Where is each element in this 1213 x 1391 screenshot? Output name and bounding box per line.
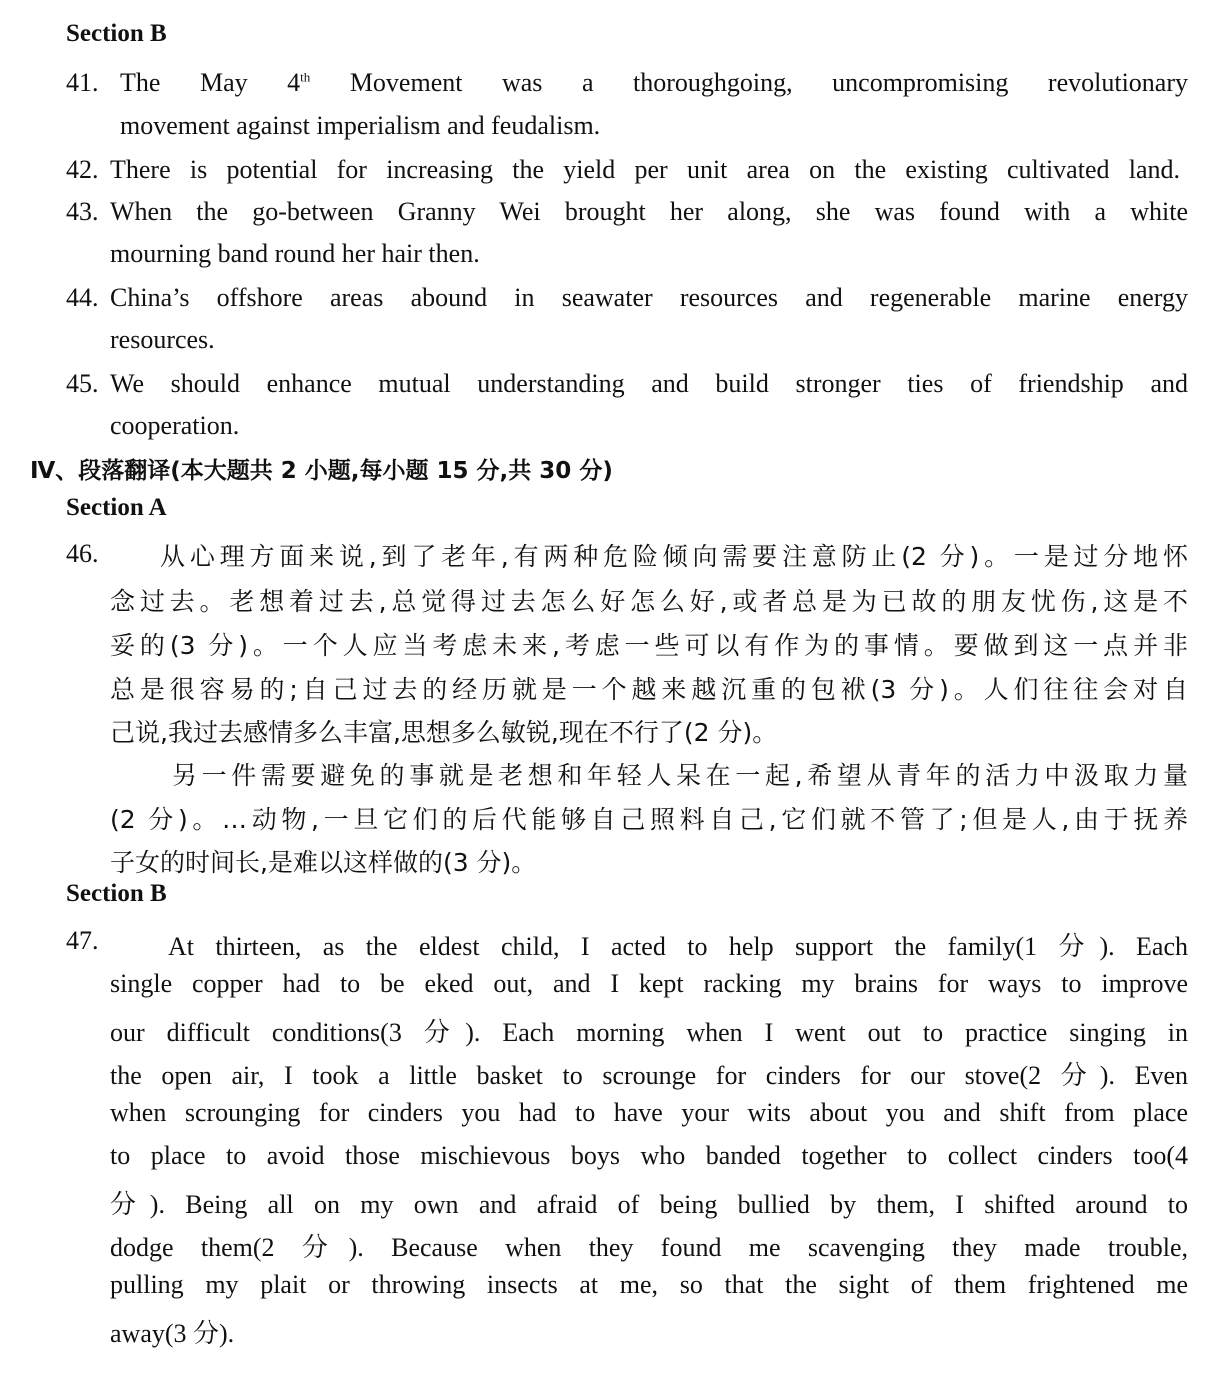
q47-line-7: 分). Being all on my own and afraid of being bullied by them, I shifted around to: [110, 1190, 1188, 1219]
q47-line-2: single copper had to be eked out, and I kept racking my brains for ways to improve: [110, 969, 1188, 998]
q46-number: 46.: [66, 539, 99, 568]
section-b2-heading: Section B: [66, 880, 167, 907]
item-44-line-2: resources.: [110, 325, 215, 354]
q47-line-1: At thirteen, as the eldest child, I acted to help support the family(1 分). Each: [168, 932, 1188, 961]
q47-number: 47.: [66, 926, 99, 955]
q46-line-5: 己说,我过去感情多么丰富,思想多么敏锐,现在不行了(2 分)。: [110, 718, 778, 747]
q46-line-6: 另一件需要避免的事就是老想和年轻人呆在一起,希望从青年的活力中汲取力量: [172, 761, 1188, 790]
q47-line-6: to place to avoid those mischievous boys who banded together to collect cinders too(4: [110, 1141, 1188, 1170]
q46-line-7: (2 分)。…动物,一旦它们的后代能够自己照料自己,它们就不管了;但是人,由于抚养: [110, 805, 1188, 834]
item-41-number: 41.: [66, 68, 99, 97]
item-45-line-1: We should enhance mutual understanding and build stronger ties of friendship and: [110, 369, 1188, 398]
item-42-line-1: There is potential for increasing the yield per unit area on the existing cultivated land.: [110, 155, 1180, 184]
section-b-heading: Section B: [66, 20, 167, 47]
q46-line-8: 子女的时间长,是难以这样做的(3 分)。: [110, 848, 537, 877]
q47-line-5: when scrounging for cinders you had to have your wits about you and shift from place: [110, 1098, 1188, 1127]
item-43-line-1: When the go-between Granny Wei brought her along, she was found with a white: [110, 197, 1188, 226]
q46-line-4: 总是很容易的;自己过去的经历就是一个越来越沉重的包袱(3 分)。人们往往会对自: [110, 675, 1188, 704]
q47-line-10: away(3 分).: [110, 1319, 235, 1348]
q46-line-1: 从心理方面来说,到了老年,有两种危险倾向需要注意防止(2 分)。一是过分地怀: [160, 542, 1188, 571]
q47-line-9: pulling my plait or throwing insects at me, so that the sight of them frightened me: [110, 1270, 1188, 1299]
item-44-line-1: China’s offshore areas abound in seawater resources and regenerable marine energy: [110, 283, 1188, 312]
item-45-line-2: cooperation.: [110, 411, 240, 440]
section-a-heading: Section A: [66, 494, 167, 521]
q47-line-3: our difficult conditions(3 分). Each morning when I went out to practice singing in: [110, 1018, 1188, 1047]
part-4-heading: Ⅳ、段落翻译(本大题共 2 小题,每小题 15 分,共 30 分): [30, 458, 613, 484]
q47-line-8: dodge them(2 分). Because when they found me scavenging they made trouble,: [110, 1233, 1188, 1262]
q47-line-4: the open air, I took a little basket to scrounge for cinders for our stove(2 分). Even: [110, 1061, 1188, 1090]
item-43-line-2: mourning band round her hair then.: [110, 239, 480, 268]
q46-line-2: 念过去。老想着过去,总觉得过去怎么好怎么好,或者总是为已故的朋友忧伤,这是不: [110, 587, 1188, 616]
item-42-number: 42.: [66, 155, 99, 184]
item-44-number: 44.: [66, 283, 99, 312]
item-41-line-1: The May 4th Movement was a thoroughgoing, uncompromising revolutionary: [120, 68, 1188, 97]
item-43-number: 43.: [66, 197, 99, 226]
item-45-number: 45.: [66, 369, 99, 398]
item-41-line-2: movement against imperialism and feudalism.: [120, 111, 601, 140]
q46-line-3: 妥的(3 分)。一个人应当考虑未来,考虑一些可以有作为的事情。要做到这一点并非: [110, 631, 1188, 660]
